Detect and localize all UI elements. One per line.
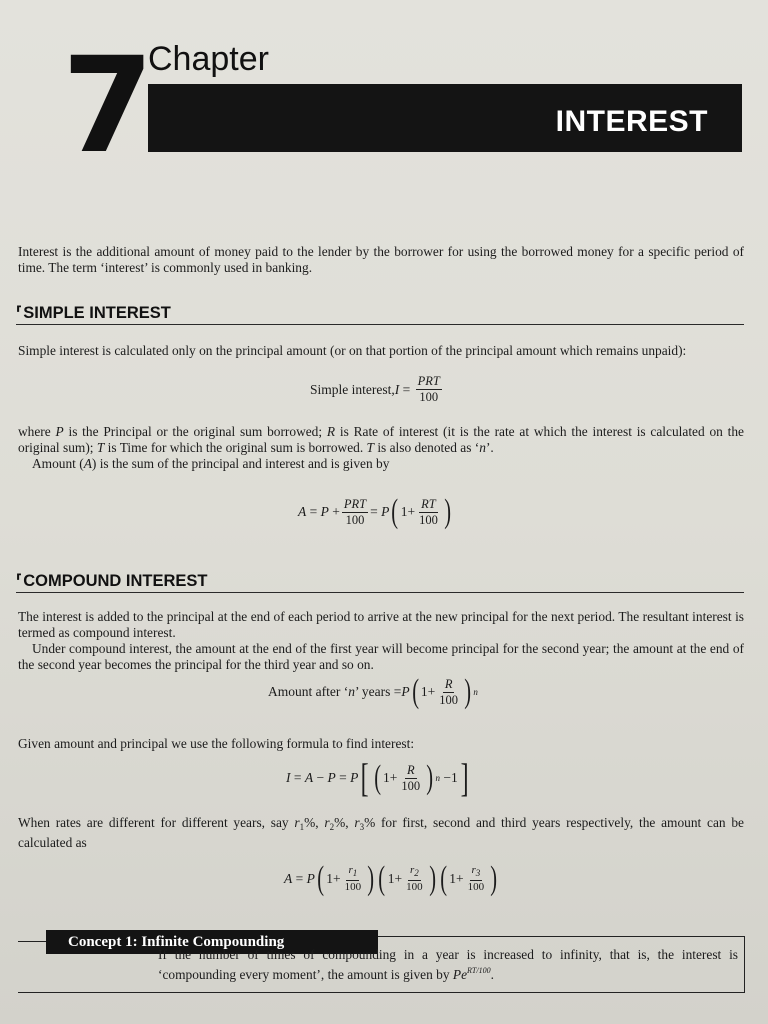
concept-box bbox=[18, 930, 746, 994]
compound-interest-heading bbox=[16, 571, 744, 593]
concept-text: If the number of times of compounding in a year is increased to infinity, that is, the interest is ‘compounding every moment’, the amount is given by $Pe^{RT/100}$. bbox=[158, 947, 738, 982]
chapter-title: INTEREST bbox=[555, 105, 708, 138]
chapter-number: 7 bbox=[62, 29, 148, 183]
variable-definitions: where P is the Principal or the original sum borrowed; R is Rate of interest (it is the rate at which the interest is calculated on the original sum); T is Time for which the original sum is borrowed. T is also denoted as ‘n’. Amount (A) is the sum of the principal and interest and is given by bbox=[18, 424, 744, 471]
compound-interest-heading-text: COMPOUND INTEREST bbox=[23, 572, 208, 590]
compound-amount-formula: Amount after ‘ n ’ years = P ( 1+ $\frac{R}{100}$ ) n bbox=[268, 673, 478, 710]
intro-paragraph: Interest is the additional amount of money paid to the lender by the borrower for using the borrowed money for a specific period of time. The term ‘interest’ is commonly used in banking. bbox=[18, 244, 744, 275]
amount-formula: A = P + $\frac{\text{PRT}}{100}$ = P ( 1+ $\frac{RT}{100}$ ) bbox=[298, 493, 451, 530]
fraction-numerator: PRT bbox=[417, 374, 440, 388]
variable-rate-formula: A = P ( 1+ $\frac{r_1}{100}$ ) ( 1+ $\frac{r_2}{100}$ ) ( 1+ $\frac{r_3}{100}$ ) bbox=[284, 860, 498, 897]
simple-interest-heading-text: SIMPLE INTEREST bbox=[23, 304, 171, 322]
formula-fraction bbox=[416, 374, 442, 405]
simple-interest-heading bbox=[16, 303, 744, 325]
interest-formula: I = A − P = P [ ( 1+ $\frac{R}{100}$ ) n −1 ] bbox=[286, 755, 469, 800]
different-rates-paragraph: When rates are different for different years, say $r_1\%$, $r_2\%$, $r_3\%$ for first, second and third years respectively, the amount can be calculated as bbox=[18, 815, 744, 850]
hook-icon: ⸢ bbox=[16, 573, 23, 590]
formula-variable: I bbox=[394, 381, 400, 397]
chapter-label: Chapter bbox=[148, 40, 269, 78]
interest-formula-intro: Given amount and principal we use the following formula to find interest: bbox=[18, 736, 415, 751]
compound-interest-paragraph: The interest is added to the principal at the end of each period to arrive at the new principal for the next period. The resultant interest is termed as compound interest. Under compound interest, the amount at the end of the first year will become principal for the second year; the amount at the end of the second year becomes the principal for the third year and so on. bbox=[18, 609, 744, 672]
simple-interest-intro: Simple interest is calculated only on the principal amount (or on that portion of the principal amount which remains unpaid): bbox=[18, 343, 687, 358]
fraction-denominator: 100 bbox=[419, 390, 439, 404]
formula-label: Simple interest, bbox=[310, 381, 395, 397]
concept-heading: Concept 1: Infinite Compounding bbox=[46, 930, 378, 954]
hook-icon: ⸢ bbox=[16, 305, 23, 322]
simple-interest-formula: Simple interest, I = $\frac{\text{PRT}}{100}$ bbox=[310, 374, 440, 404]
chapter-title-bar bbox=[148, 84, 742, 152]
